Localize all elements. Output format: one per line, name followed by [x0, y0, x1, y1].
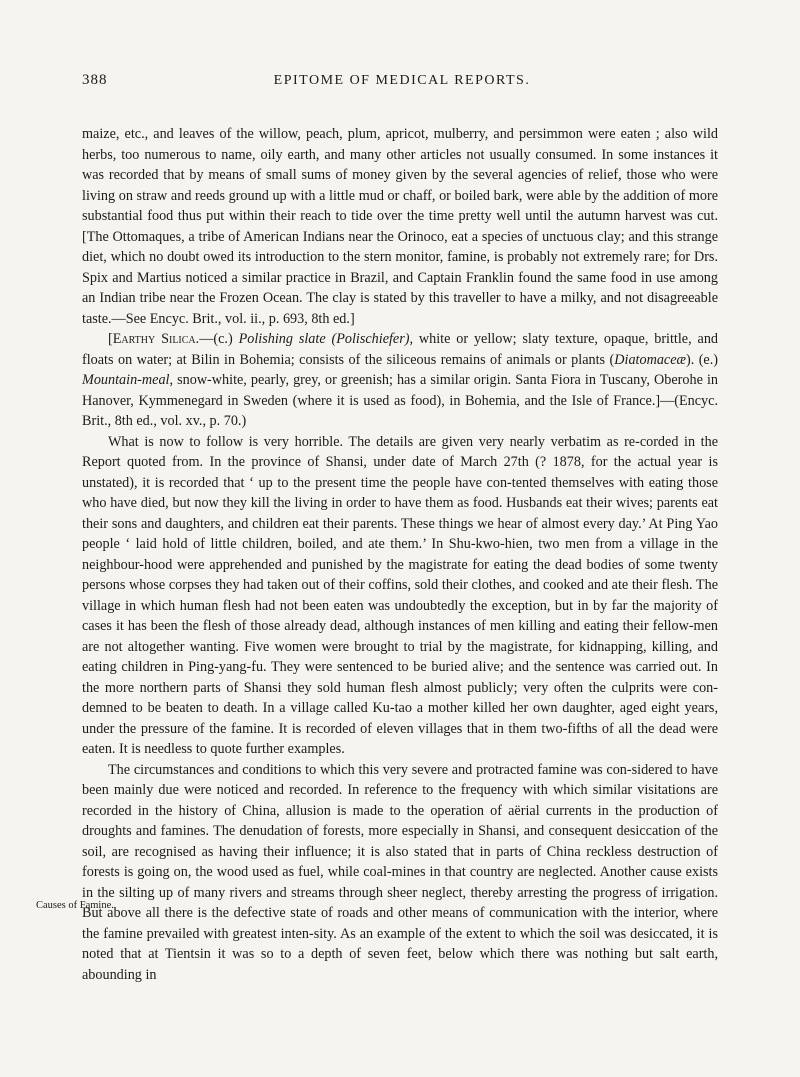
body-text [82, 124, 718, 985]
paragraph-4: The circumstances and conditions to which this very severe and protracted famine was con-sidered to have been mainly due were noticed and recorded. In reference to the frequency with which similar visitations are recorded in the history of China, allusion is made to the operation of aërial currents in the production of droughts and famines. The denudation of forests, more especially in Shansi, and consequent desiccation of the soil, are recognised as having their influence; it is also stated that in parts of China reckless destruction of forests is going on, the wood used as fuel, while coal-mines in that country are neglected. Another cause exists in the silting up of many rivers and streams through sheer neglect, thereby arresting the progress of irrigation. But above all there is the defective state of roads and other means of communication with the interior, where the famine prevailed with greatest inten-sity. As an example of the extent to which the soil was desiccated, it is noted that at Tientsin it was so to a depth of seven feet, below which there was nothing but salt earth, abounding in [82, 761, 718, 983]
polishing-slate-term: Polishing slate (Polischiefer) [238, 331, 410, 347]
page-header [82, 72, 722, 94]
paragraph-2 [82, 329, 718, 432]
paragraph-2-text-4: , snow-white, pearly, grey, or greenish; has a similar origin. Santa Fiora in Tuscany, Oberohe in Hanover, Kymmenegard in Sweden (where it is used as food), in Bohemia, and the Isle of France.]—(Encyc. Brit., 8th ed., vol. xv., p. 70.) [82, 372, 718, 429]
paragraph-2-text-3: ). (e.) [685, 351, 718, 368]
margin-note: Causes of Famine. [36, 900, 114, 911]
page-number: 388 [82, 72, 108, 88]
earthy-silica-heading: [Earthy Silica. [108, 331, 200, 347]
paragraph-3: What is now to follow is very horrible. The details are given very nearly verbatim as re-corded in the Report quoted from. In the province of Shansi, under date of March 27th (? 1878, for the actual year is unstated), it is recorded that ‘ up to the present time the people have con-tented themselves with eating those who have died, but now they kill the living in order to have them as food. Husbands eat their wives; parents eat their sons and daughters, and children eat their parents. These things we hear of almost every day.’ At Ping Yao people ‘ laid hold of little children, boiled, and ate them.’ In Shu-kwo-hien, two men from a village in the neighbour-hood were apprehended and punished by the magistrate for eating the dead bodies of some twenty persons whose corpses they had taken out of their coffins, sold their clothes, and cooked and ate their flesh. The village in which human flesh had not been eaten was undoubtedly the exception, but in by far the majority of cases it has been the flesh of those already dead, although instances of men killing and eating their fellow-men are not altogether wanting. Five women were brought to trial by the magistrate, for kidnapping, killing, and eating children in Ping-yang-fu. They were sentenced to be buried alive; and the sentence was carried out. In the more northern parts of Shansi they sold human flesh almost publicly; very often the culprits were con-demned to be beaten to death. In a village called Ku-tao a mother killed her own daughter, aged eight years, under the pressure of the famine. It is recorded of eleven villages that in them two-fifths of all the dead were eaten. It is needless to quote further examples. [82, 433, 718, 757]
paragraph-1: maize, etc., and leaves of the willow, peach, plum, apricot, mulberry, and persimmon were eaten ; also wild herbs, too numerous to name, oily earth, and many other articles not usually consumed. In some instances it was recorded that by means of small sums of money given by the several agencies of relief, those who were living on straw and reeds ground up with a little mud or chaff, or boiled bark, were able by the addition of more substantial food thus put within their reach to tide over the time pretty well until the autumn harvest was cut. [The Ottomaques, a tribe of American Indians near the Orinoco, eat a species of unctuous clay; and this strange diet, which no doubt owed its introduction to the stern monitor, famine, is probably not extremely rare; for Drs. Spix and Martius noticed a similar practice in Brazil, and Captain Franklin found the same food in use among an Indian tribe near the Frozen Ocean. The clay is stated by this traveller to have a milky, and not disagreeable taste.—See Encyc. Brit., vol. ii., p. 693, 8th ed.] [82, 126, 718, 327]
paragraph-2-text-2: , white or yellow; slaty texture, opaque, brittle, and floats on water; at Bilin in Bohemia; consists of the siliceous remains of animals or plants ( [82, 331, 719, 368]
diatomaceae-term: Diatomaceæ [614, 351, 686, 368]
running-head: EPITOME OF MEDICAL REPORTS. [273, 73, 531, 88]
paragraph-2-text-1: —(c.) [199, 331, 239, 347]
mountain-meal-term: Mountain-meal [82, 372, 170, 388]
